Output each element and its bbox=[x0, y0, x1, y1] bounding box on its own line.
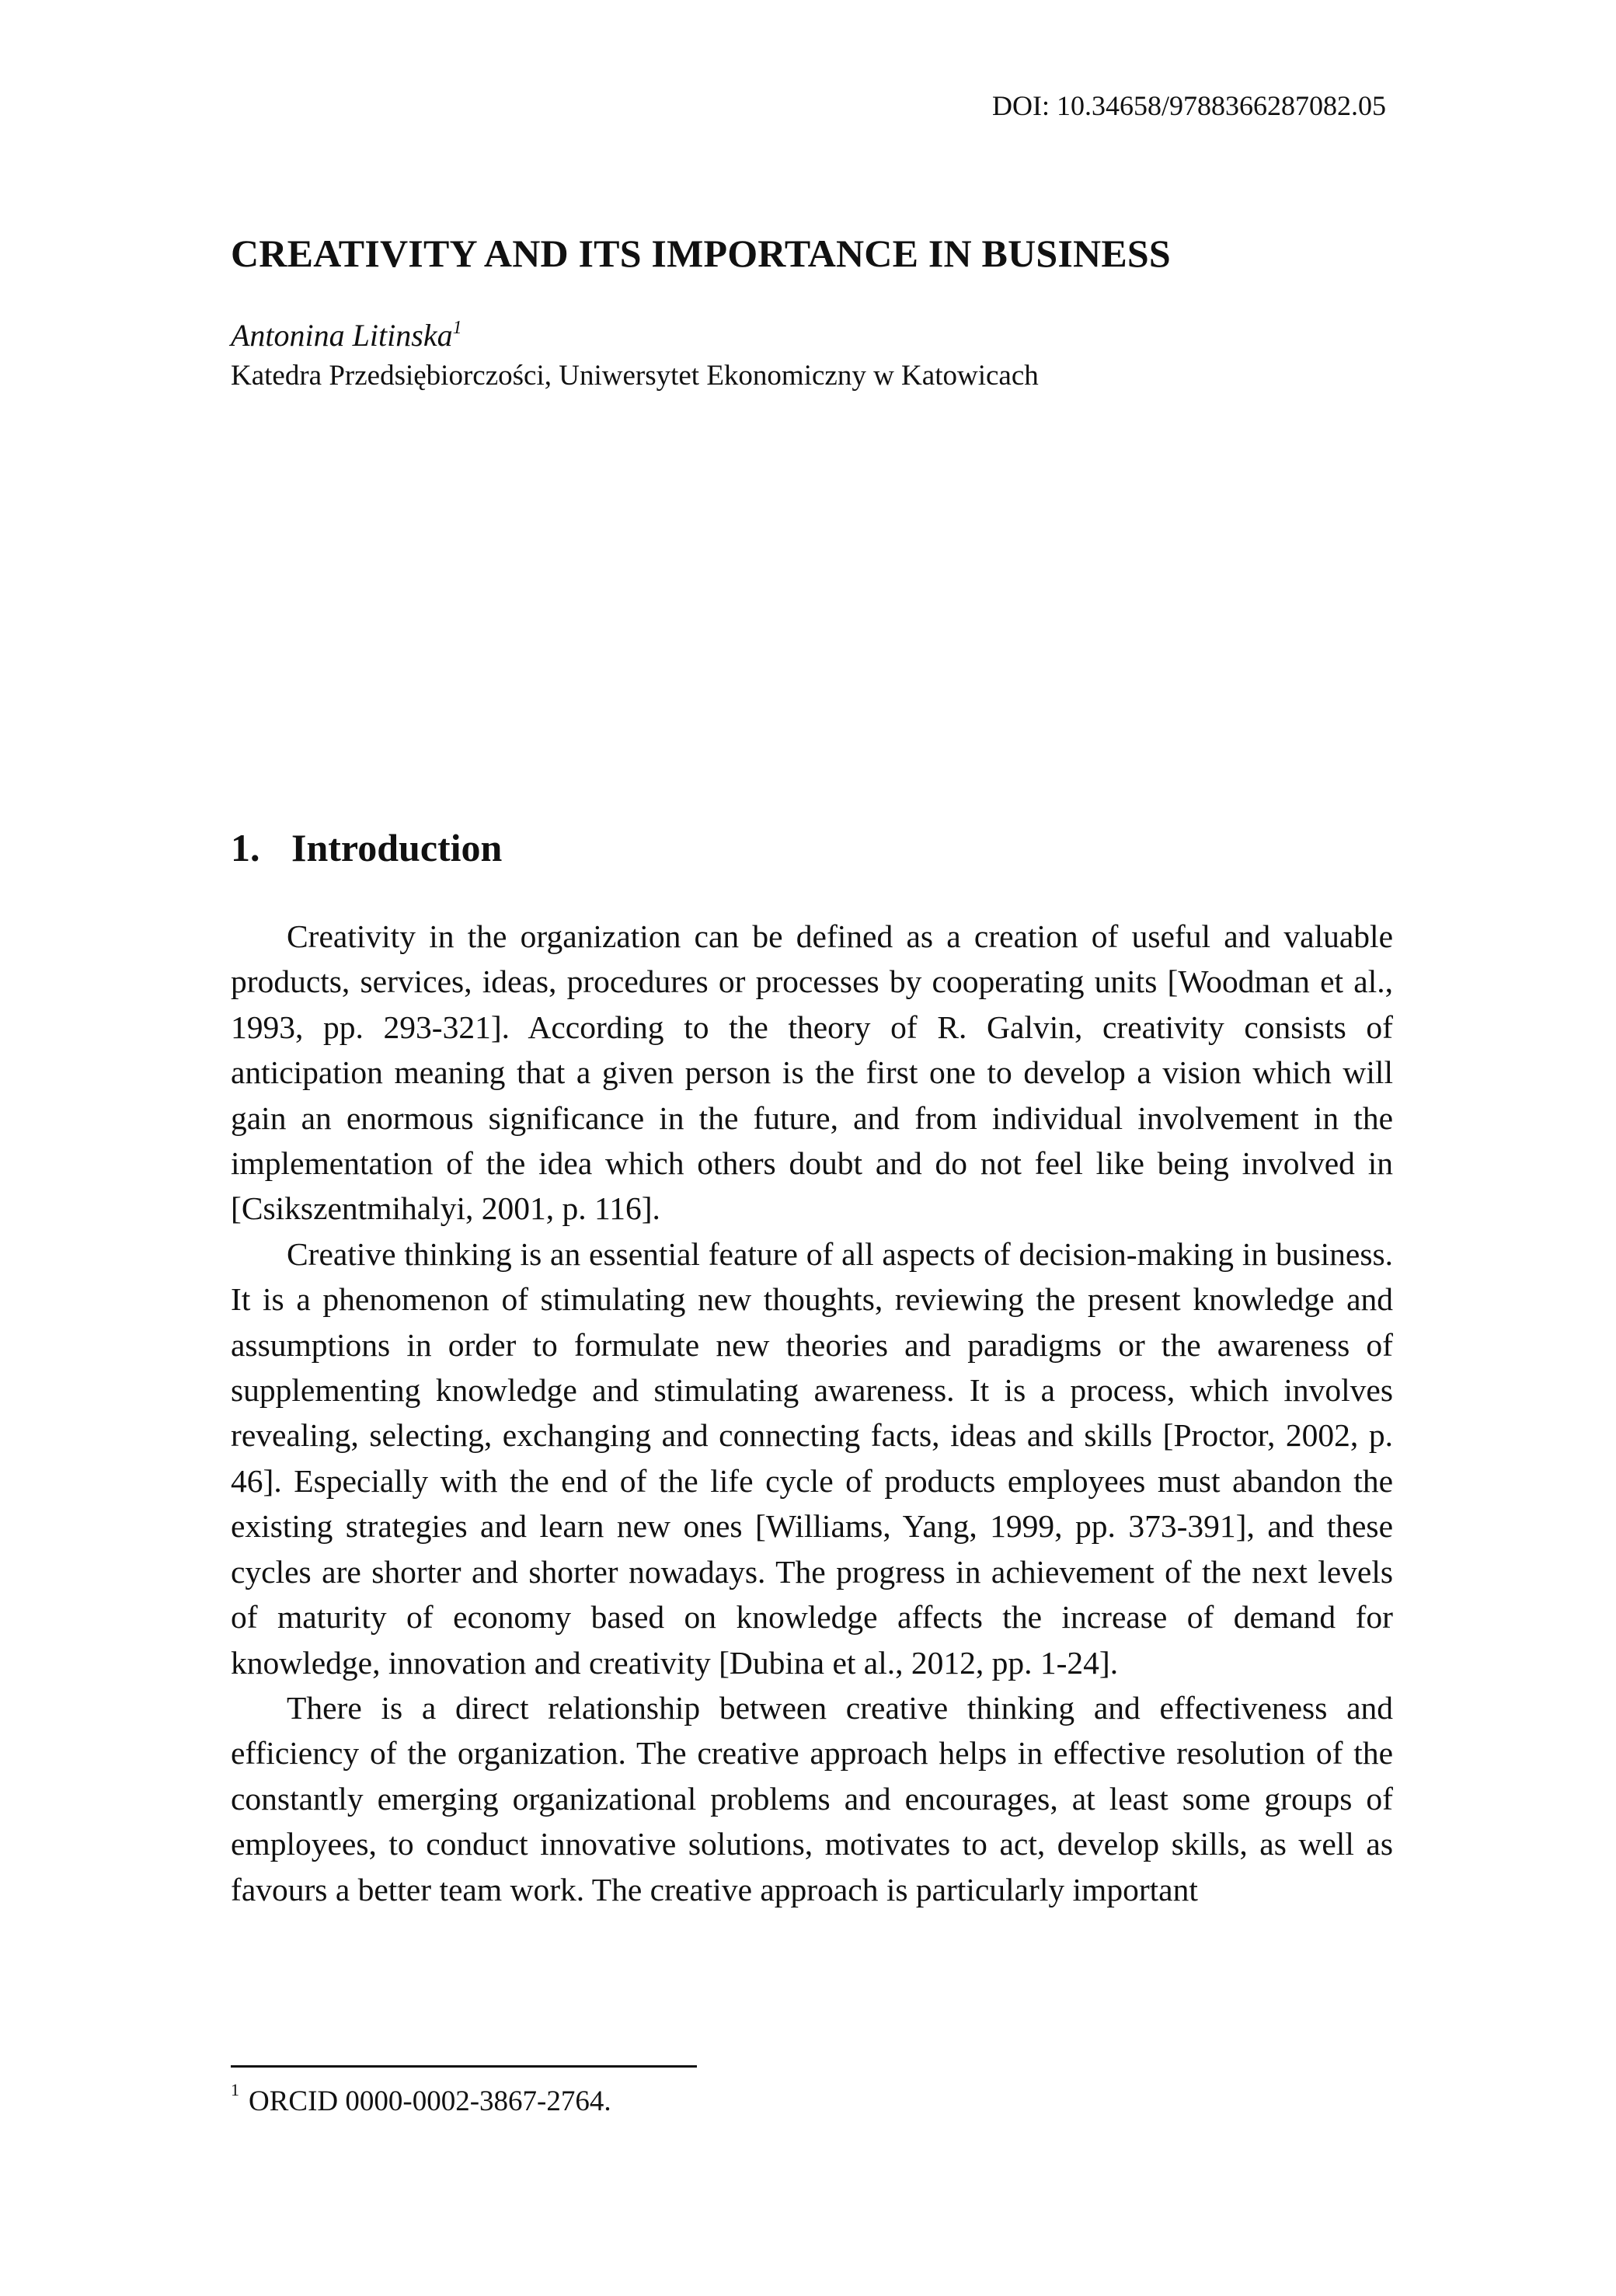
author-line bbox=[231, 317, 462, 354]
author-footnote-mark: 1 bbox=[452, 317, 462, 338]
author-name: Antonina Litinska bbox=[231, 318, 453, 353]
body-text bbox=[231, 914, 1393, 1912]
footnote-text: ORCID 0000-0002-3867-2764. bbox=[249, 2085, 611, 2117]
paragraph-2: Creative thinking is an essential feature of all aspects of decision-making in business. It is a phenomenon of stimulating new thoughts, reviewing the present knowledge and assumptions in order to formulate new theories and paradigms or the awareness of supplementing knowledge and stimulating awareness. It is a process, which involves revealing, selecting, exchanging and connecting facts, ideas and skills [Proctor, 2002, p. 46]. Especially with the end of the life cycle of products employees must abandon the existing strategies and learn new ones [Williams, Yang, 1999, pp. 373-391], and these cycles are shorter and shorter nowadays. The progress in achievement of the next levels of maturity of economy based on knowledge affects the increase of demand for knowledge, innovation and creativity [Dubina et al., 2012, pp. 1-24]. bbox=[231, 1235, 1393, 1681]
section-heading bbox=[231, 824, 502, 871]
author-affiliation: Katedra Przedsiębiorczości, Uniwersytet Ekonomiczny w Katowicach bbox=[231, 360, 1039, 392]
paragraph-3: There is a direct relationship between creative thinking and effectiveness and efficiency of the organization. The creative approach helps in effective resolution of the constantly emerging organizational problems and encourages, at least some groups of employees, to conduct innovative solutions, motivates to act, develop skills, as well as favours a better team work. The creative approach is particularly important bbox=[231, 1689, 1393, 1908]
footnote-mark: 1 bbox=[231, 2079, 239, 2099]
footnote-separator bbox=[231, 2065, 697, 2068]
section-number: 1. bbox=[231, 826, 260, 869]
section-title: Introduction bbox=[291, 826, 503, 869]
doi-header: DOI: 10.34658/9788366287082.05 bbox=[992, 90, 1386, 121]
paragraph-1: Creativity in the organization can be defined as a creation of useful and valuable products, services, ideas, procedures or processes by cooperating units [Woodman et al., 1993, pp. 293-321]. According to the theory of R. Galvin, creativity consists of anticipation meaning that a given person is the first one to develop a vision which will gain an enormous significance in the future, and from individual involvement in the implementation of the idea which others doubt and do not feel like being involved in [Csikszentmihalyi, 2001, p. 116]. bbox=[231, 918, 1393, 1227]
footnote bbox=[231, 2079, 611, 2120]
article-title: CREATIVITY AND ITS IMPORTANCE IN BUSINESS bbox=[231, 232, 1171, 275]
